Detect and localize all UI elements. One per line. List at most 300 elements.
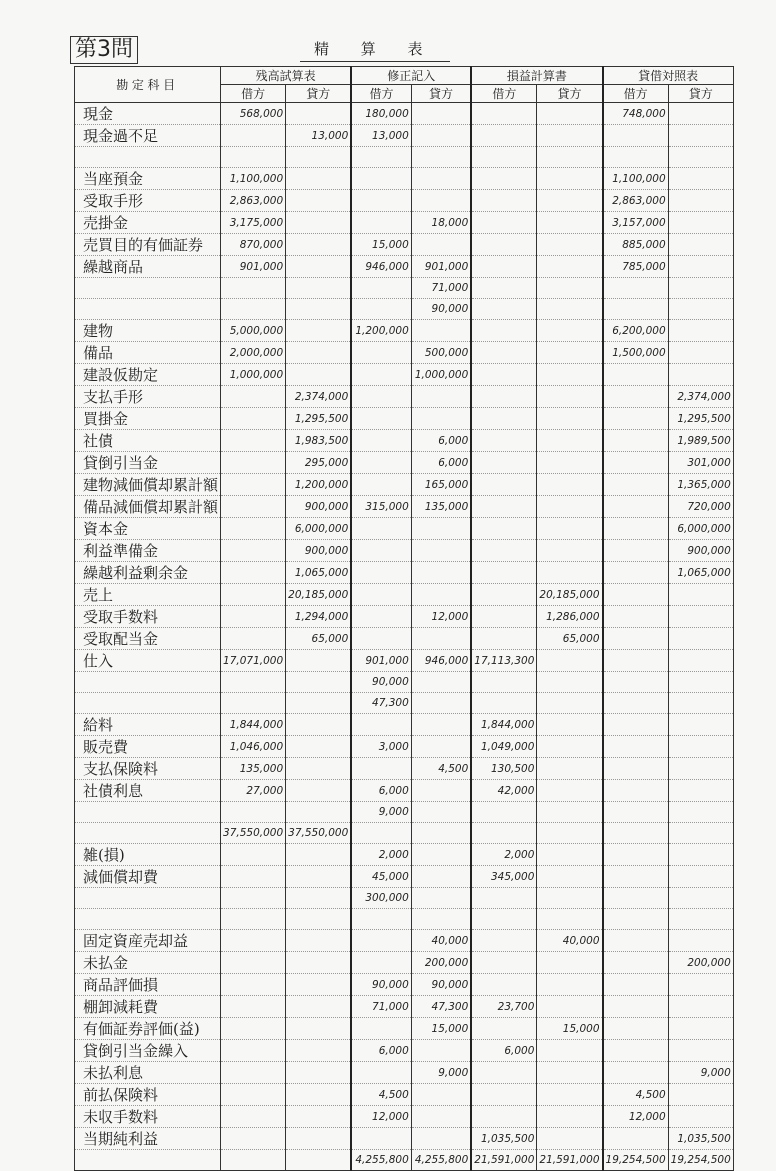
amount-cell — [351, 342, 411, 364]
amount-cell — [668, 606, 733, 628]
group-adjustments: 修正記入 — [351, 67, 471, 85]
amount-cell — [537, 386, 603, 408]
amount-cell — [668, 168, 733, 190]
amount-cell — [603, 474, 669, 496]
amount-cell — [668, 364, 733, 386]
amount-cell — [286, 299, 352, 320]
amount-cell — [471, 628, 537, 650]
amount-cell — [286, 256, 352, 278]
amount-cell — [668, 234, 733, 256]
amount-cell — [537, 1128, 603, 1150]
amount-cell — [668, 1040, 733, 1062]
amount-cell: 90,000 — [411, 299, 471, 320]
account-cell: 固定資産売却益 — [75, 930, 221, 952]
table-row — [75, 430, 734, 452]
amount-cell: 21,591,000 — [471, 1150, 537, 1171]
amount-cell: 345,000 — [471, 866, 537, 888]
table-row — [75, 562, 734, 584]
amount-cell — [411, 190, 471, 212]
amount-cell — [471, 299, 537, 320]
amount-cell — [471, 386, 537, 408]
amount-cell — [286, 1062, 352, 1084]
amount-cell — [668, 1106, 733, 1128]
amount-cell — [537, 952, 603, 974]
amount-cell — [537, 496, 603, 518]
amount-cell: 71,000 — [411, 278, 471, 299]
amount-cell — [221, 952, 286, 974]
amount-cell — [537, 518, 603, 540]
amount-cell — [471, 909, 537, 930]
amount-cell — [537, 430, 603, 452]
amount-cell — [221, 672, 286, 693]
amount-cell — [603, 606, 669, 628]
account-cell — [75, 672, 221, 693]
amount-cell: 40,000 — [411, 930, 471, 952]
amount-cell — [351, 168, 411, 190]
table-row — [75, 802, 734, 823]
amount-cell — [471, 496, 537, 518]
amount-cell: 870,000 — [221, 234, 286, 256]
amount-cell: 1,844,000 — [471, 714, 537, 736]
amount-cell — [668, 844, 733, 866]
amount-cell: 6,000,000 — [286, 518, 352, 540]
amount-cell: 200,000 — [668, 952, 733, 974]
amount-cell — [603, 780, 669, 802]
amount-cell: 180,000 — [351, 103, 411, 125]
amount-cell — [411, 103, 471, 125]
amount-cell: 2,863,000 — [603, 190, 669, 212]
amount-cell — [351, 430, 411, 452]
table-row — [75, 386, 734, 408]
amount-cell — [286, 103, 352, 125]
account-cell — [75, 802, 221, 823]
group-trial-balance: 残高試算表 — [221, 67, 352, 85]
amount-cell: 2,000,000 — [221, 342, 286, 364]
amount-cell — [221, 1150, 286, 1171]
amount-cell — [471, 1084, 537, 1106]
amount-cell: 946,000 — [411, 650, 471, 672]
amount-cell — [221, 1018, 286, 1040]
amount-cell — [603, 452, 669, 474]
amount-cell: 3,000 — [351, 736, 411, 758]
amount-cell — [537, 693, 603, 714]
amount-cell — [411, 584, 471, 606]
amount-cell — [471, 103, 537, 125]
amount-cell: 9,000 — [351, 802, 411, 823]
amount-cell — [537, 234, 603, 256]
amount-cell: 4,500 — [411, 758, 471, 780]
amount-cell — [471, 518, 537, 540]
amount-cell: 165,000 — [411, 474, 471, 496]
account-cell — [75, 823, 221, 844]
account-cell: 繰越利益剰余金 — [75, 562, 221, 584]
account-cell: 建物減価償却累計額 — [75, 474, 221, 496]
amount-cell — [668, 190, 733, 212]
amount-cell — [286, 909, 352, 930]
amount-cell — [286, 844, 352, 866]
amount-cell — [351, 584, 411, 606]
amount-cell — [471, 364, 537, 386]
amount-cell: 6,200,000 — [603, 320, 669, 342]
table-row — [75, 518, 734, 540]
table-row — [75, 1018, 734, 1040]
amount-cell — [351, 758, 411, 780]
amount-cell — [221, 430, 286, 452]
table-row — [75, 364, 734, 386]
table-row — [75, 168, 734, 190]
amount-cell — [603, 584, 669, 606]
amount-cell — [668, 628, 733, 650]
amount-cell — [411, 823, 471, 844]
account-cell: 社債 — [75, 430, 221, 452]
amount-cell — [471, 147, 537, 168]
amount-cell: 15,000 — [351, 234, 411, 256]
table-row — [75, 540, 734, 562]
amount-cell — [411, 1106, 471, 1128]
amount-cell — [471, 1062, 537, 1084]
amount-cell — [221, 386, 286, 408]
amount-cell — [603, 672, 669, 693]
amount-cell — [221, 628, 286, 650]
amount-cell: 200,000 — [411, 952, 471, 974]
amount-cell — [537, 758, 603, 780]
amount-cell — [537, 364, 603, 386]
amount-cell — [471, 693, 537, 714]
amount-cell — [411, 168, 471, 190]
amount-cell: 40,000 — [537, 930, 603, 952]
amount-cell — [471, 540, 537, 562]
amount-cell — [221, 802, 286, 823]
amount-cell: 1,100,000 — [221, 168, 286, 190]
amount-cell — [603, 650, 669, 672]
amount-cell — [471, 168, 537, 190]
amount-cell — [537, 996, 603, 1018]
amount-cell: 2,863,000 — [221, 190, 286, 212]
amount-cell — [668, 866, 733, 888]
amount-cell — [471, 278, 537, 299]
amount-cell — [668, 650, 733, 672]
account-cell: 受取手数料 — [75, 606, 221, 628]
amount-cell — [537, 1040, 603, 1062]
debit-header: 借方 — [603, 85, 669, 103]
amount-cell — [537, 452, 603, 474]
amount-cell: 21,591,000 — [537, 1150, 603, 1171]
amount-cell — [603, 278, 669, 299]
amount-cell: 17,113,300 — [471, 650, 537, 672]
amount-cell — [286, 736, 352, 758]
table-row — [75, 844, 734, 866]
amount-cell — [221, 844, 286, 866]
account-cell — [75, 888, 221, 909]
amount-cell — [221, 518, 286, 540]
amount-cell — [286, 974, 352, 996]
amount-cell: 6,000 — [411, 430, 471, 452]
amount-cell — [668, 736, 733, 758]
amount-cell — [221, 496, 286, 518]
amount-cell — [668, 125, 733, 147]
amount-cell: 4,500 — [351, 1084, 411, 1106]
amount-cell — [351, 452, 411, 474]
amount-cell — [351, 606, 411, 628]
amount-cell — [351, 386, 411, 408]
amount-cell — [537, 780, 603, 802]
amount-cell — [537, 714, 603, 736]
amount-cell — [537, 125, 603, 147]
amount-cell: 65,000 — [537, 628, 603, 650]
table-row — [75, 212, 734, 234]
amount-cell: 6,000 — [351, 780, 411, 802]
amount-cell — [537, 1106, 603, 1128]
amount-cell — [286, 996, 352, 1018]
amount-cell: 1,200,000 — [286, 474, 352, 496]
amount-cell — [411, 866, 471, 888]
amount-cell — [537, 1062, 603, 1084]
table-row — [75, 888, 734, 909]
amount-cell — [537, 736, 603, 758]
amount-cell: 71,000 — [351, 996, 411, 1018]
amount-cell: 6,000 — [351, 1040, 411, 1062]
amount-cell — [537, 540, 603, 562]
amount-cell — [668, 974, 733, 996]
amount-cell — [537, 909, 603, 930]
amount-cell — [221, 930, 286, 952]
amount-cell: 18,000 — [411, 212, 471, 234]
amount-cell — [668, 758, 733, 780]
credit-header: 貸方 — [668, 85, 733, 103]
amount-cell: 130,500 — [471, 758, 537, 780]
account-cell: 当期純利益 — [75, 1128, 221, 1150]
amount-cell — [286, 234, 352, 256]
amount-cell — [603, 758, 669, 780]
amount-cell — [411, 672, 471, 693]
amount-cell — [221, 562, 286, 584]
table-row — [75, 234, 734, 256]
amount-cell: 13,000 — [286, 125, 352, 147]
amount-cell: 6,000 — [411, 452, 471, 474]
amount-cell: 1,046,000 — [221, 736, 286, 758]
amount-cell — [603, 496, 669, 518]
amount-cell — [411, 125, 471, 147]
amount-cell — [351, 823, 411, 844]
amount-cell — [603, 952, 669, 974]
amount-cell — [537, 823, 603, 844]
amount-cell — [221, 888, 286, 909]
amount-cell — [286, 693, 352, 714]
worksheet-title: 精 算 表 — [300, 38, 450, 62]
amount-cell — [286, 364, 352, 386]
amount-cell — [537, 103, 603, 125]
account-cell: 資本金 — [75, 518, 221, 540]
account-cell: 建物 — [75, 320, 221, 342]
amount-cell — [603, 974, 669, 996]
amount-cell — [286, 1040, 352, 1062]
amount-cell: 1,844,000 — [221, 714, 286, 736]
amount-cell — [471, 823, 537, 844]
amount-cell — [351, 474, 411, 496]
amount-cell — [411, 802, 471, 823]
table-row — [75, 650, 734, 672]
amount-cell — [668, 103, 733, 125]
amount-cell — [603, 1040, 669, 1062]
account-cell: 備品減価償却累計額 — [75, 496, 221, 518]
account-cell: 利益準備金 — [75, 540, 221, 562]
amount-cell: 901,000 — [411, 256, 471, 278]
amount-cell — [537, 190, 603, 212]
amount-cell: 5,000,000 — [221, 320, 286, 342]
table-row — [75, 299, 734, 320]
amount-cell — [286, 714, 352, 736]
table-row — [75, 866, 734, 888]
amount-cell — [471, 974, 537, 996]
amount-cell — [286, 780, 352, 802]
account-cell: 給料 — [75, 714, 221, 736]
account-cell: 受取手形 — [75, 190, 221, 212]
amount-cell — [286, 320, 352, 342]
amount-cell: 1,500,000 — [603, 342, 669, 364]
amount-cell — [668, 278, 733, 299]
amount-cell: 4,255,800 — [411, 1150, 471, 1171]
amount-cell: 12,000 — [603, 1106, 669, 1128]
debit-header: 借方 — [351, 85, 411, 103]
amount-cell: 1,200,000 — [351, 320, 411, 342]
account-cell: 売買目的有価証券 — [75, 234, 221, 256]
account-header: 勘定科目 — [75, 67, 221, 103]
amount-cell — [603, 823, 669, 844]
amount-cell — [537, 866, 603, 888]
table-row — [75, 1062, 734, 1084]
amount-cell — [411, 628, 471, 650]
amount-cell — [221, 996, 286, 1018]
amount-cell — [537, 212, 603, 234]
account-cell: 販売費 — [75, 736, 221, 758]
amount-cell — [603, 1128, 669, 1150]
debit-header: 借方 — [221, 85, 286, 103]
amount-cell: 1,065,000 — [286, 562, 352, 584]
amount-cell — [221, 408, 286, 430]
amount-cell — [221, 474, 286, 496]
amount-cell — [351, 364, 411, 386]
amount-cell: 1,049,000 — [471, 736, 537, 758]
amount-cell — [668, 930, 733, 952]
amount-cell: 65,000 — [286, 628, 352, 650]
amount-cell — [603, 628, 669, 650]
account-cell: 前払保険料 — [75, 1084, 221, 1106]
amount-cell — [351, 628, 411, 650]
amount-cell — [411, 844, 471, 866]
amount-cell — [471, 256, 537, 278]
amount-cell — [471, 952, 537, 974]
amount-cell — [471, 584, 537, 606]
amount-cell — [471, 212, 537, 234]
amount-cell: 1,989,500 — [668, 430, 733, 452]
account-cell: 減価償却費 — [75, 866, 221, 888]
table-row — [75, 909, 734, 930]
amount-cell — [221, 1040, 286, 1062]
account-cell: 当座預金 — [75, 168, 221, 190]
amount-cell — [603, 736, 669, 758]
amount-cell — [286, 672, 352, 693]
table-row — [75, 103, 734, 125]
amount-cell — [411, 736, 471, 758]
amount-cell — [537, 342, 603, 364]
amount-cell — [537, 408, 603, 430]
amount-cell — [603, 930, 669, 952]
amount-cell: 15,000 — [411, 1018, 471, 1040]
amount-cell: 785,000 — [603, 256, 669, 278]
amount-cell — [668, 802, 733, 823]
amount-cell — [351, 714, 411, 736]
amount-cell — [668, 780, 733, 802]
amount-cell — [537, 974, 603, 996]
amount-cell — [603, 1062, 669, 1084]
amount-cell — [603, 693, 669, 714]
amount-cell — [471, 320, 537, 342]
amount-cell: 500,000 — [411, 342, 471, 364]
amount-cell — [603, 147, 669, 168]
amount-cell — [537, 278, 603, 299]
account-cell: 未払金 — [75, 952, 221, 974]
amount-cell: 135,000 — [221, 758, 286, 780]
amount-cell: 45,000 — [351, 866, 411, 888]
amount-cell — [221, 866, 286, 888]
amount-cell — [668, 1018, 733, 1040]
amount-cell — [286, 758, 352, 780]
amount-cell — [603, 364, 669, 386]
amount-cell — [603, 299, 669, 320]
amount-cell: 1,000,000 — [221, 364, 286, 386]
account-cell — [75, 278, 221, 299]
amount-cell — [411, 1084, 471, 1106]
amount-cell — [286, 1018, 352, 1040]
amount-cell — [351, 930, 411, 952]
amount-cell — [351, 1128, 411, 1150]
amount-cell — [537, 888, 603, 909]
amount-cell: 1,983,500 — [286, 430, 352, 452]
amount-cell — [351, 408, 411, 430]
amount-cell — [537, 650, 603, 672]
table-row — [75, 823, 734, 844]
amount-cell: 37,550,000 — [221, 823, 286, 844]
amount-cell — [286, 866, 352, 888]
account-cell: 棚卸減耗費 — [75, 996, 221, 1018]
group-balance-sheet: 貸借対照表 — [603, 67, 734, 85]
amount-cell: 900,000 — [668, 540, 733, 562]
table-row — [75, 693, 734, 714]
amount-cell — [411, 518, 471, 540]
account-cell: 貸倒引当金繰入 — [75, 1040, 221, 1062]
amount-cell — [603, 125, 669, 147]
amount-cell — [286, 190, 352, 212]
amount-cell — [351, 909, 411, 930]
amount-cell: 135,000 — [411, 496, 471, 518]
account-cell: 売上 — [75, 584, 221, 606]
table-row — [75, 1040, 734, 1062]
amount-cell: 19,254,500 — [668, 1150, 733, 1171]
table-row — [75, 1128, 734, 1150]
amount-cell — [603, 562, 669, 584]
amount-cell — [286, 1128, 352, 1150]
account-cell: 商品評価損 — [75, 974, 221, 996]
account-cell: 建設仮勘定 — [75, 364, 221, 386]
account-cell: 買掛金 — [75, 408, 221, 430]
account-cell: 繰越商品 — [75, 256, 221, 278]
amount-cell — [351, 190, 411, 212]
amount-cell: 1,295,500 — [286, 408, 352, 430]
amount-cell — [537, 168, 603, 190]
amount-cell — [221, 1106, 286, 1128]
account-cell: 備品 — [75, 342, 221, 364]
account-cell — [75, 909, 221, 930]
